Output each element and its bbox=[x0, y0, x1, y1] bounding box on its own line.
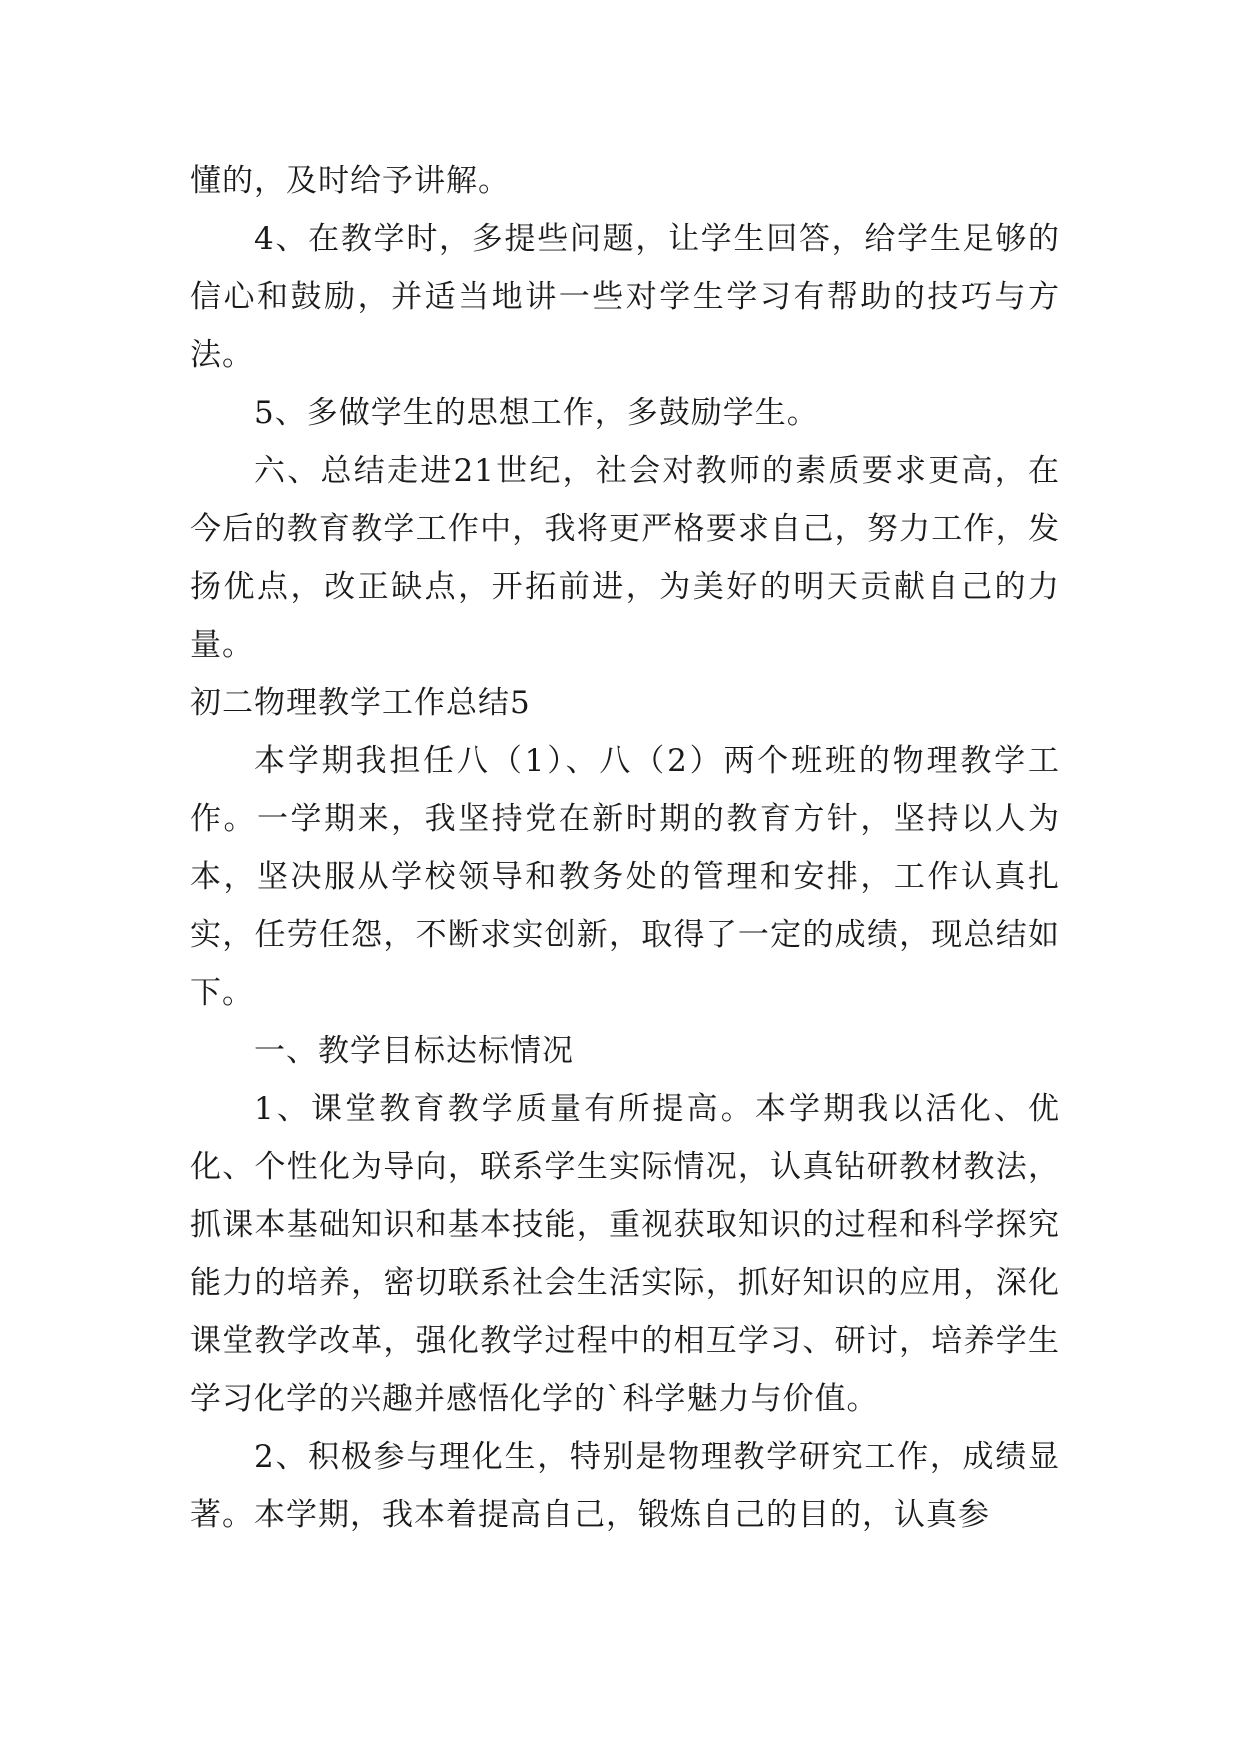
section-heading: 初二物理教学工作总结5 bbox=[190, 685, 531, 721]
document-body bbox=[190, 152, 1060, 1544]
paragraph-goal-2: 2、积极参与理化生，特别是物理教学研究工作，成绩显著。本学期，我本着提高自己，锻炼自己的目的，认真参 bbox=[190, 1439, 1060, 1533]
paragraph-summary: 六、总结走进21世纪，社会对教师的素质要求更高，在今后的教育教学工作中，我将更严格要求自己，努力工作，发扬优点，改正缺点，开拓前进，为美好的明天贡献自己的力量。 bbox=[190, 453, 1060, 663]
paragraph-intro: 本学期我担任八（1）、八（2）两个班班的物理教学工作。一学期来，我坚持党在新时期的教育方针，坚持以人为本，坚决服从学校领导和教务处的管理和安排，工作认真扎实，任劳任怨，不断求实创新，取得了一定的成绩，现总结如下。 bbox=[190, 743, 1060, 1011]
paragraph-item-4: 4、在教学时，多提些问题，让学生回答，给学生足够的信心和鼓励，并适当地讲一些对学生学习有帮助的技巧与方法。 bbox=[190, 221, 1060, 373]
paragraph-item-5: 5、多做学生的思想工作，多鼓励学生。 bbox=[254, 395, 819, 431]
paragraph-continuation: 懂的，及时给予讲解。 bbox=[190, 163, 510, 199]
paragraph-goal-1: 1、课堂教育教学质量有所提高。本学期我以活化、优化、个性化为导向，联系学生实际情况，认真钻研教材教法，抓课本基础知识和基本技能，重视获取知识的过程和科学探究能力的培养，密切联系社会生活实际，抓好知识的应用，深化课堂教学改革，强化教学过程中的相互学习、研讨，培养学生学习化学的兴趣并感悟化学的`科学魅力与价值。 bbox=[190, 1091, 1060, 1417]
subheading-goals: 一、教学目标达标情况 bbox=[254, 1033, 574, 1069]
